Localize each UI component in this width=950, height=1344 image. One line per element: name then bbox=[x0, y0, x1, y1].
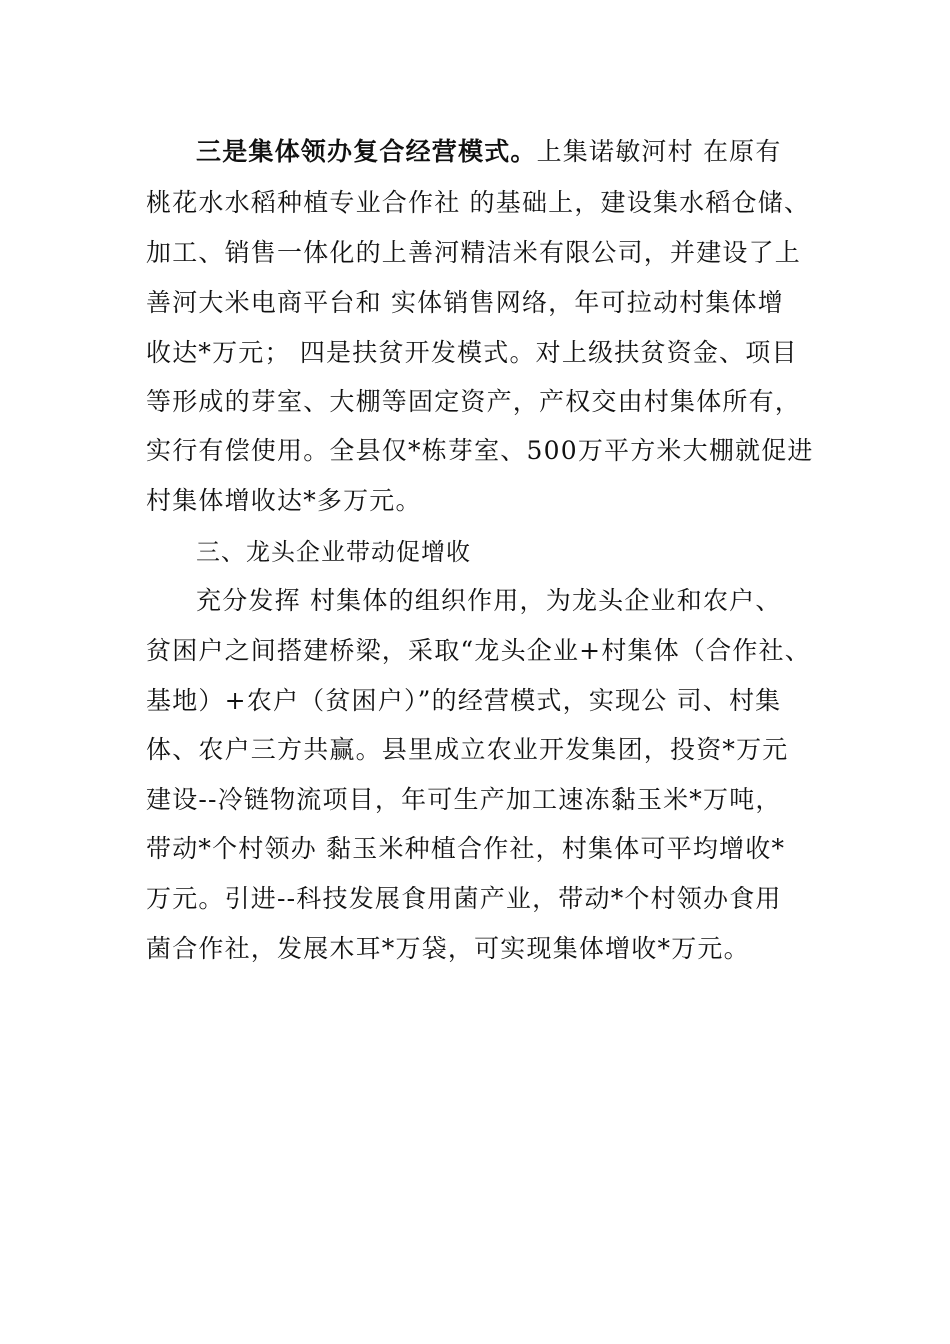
paragraph-2-line-4: 体、农户三方共赢。县里成立农业开发集团，投资*万元 bbox=[146, 735, 789, 764]
paragraph-1-line-2: 桃花水水稻种植专业合作社 的基础上，建设集水稻仓储、 bbox=[146, 188, 811, 217]
paragraph-1-line-4: 善河大米电商平台和 实体销售网络，年可拉动村集体增 bbox=[146, 288, 784, 317]
paragraph-1-line-1 bbox=[196, 137, 866, 167]
paragraph-2-line-8: 菌合作社，发展木耳*万袋，可实现集体增收*万元。 bbox=[146, 934, 750, 963]
paragraph-2-line-7: 万元。引进--科技发展食用菌产业，带动*个村领办食用 bbox=[146, 884, 782, 913]
paragraph-2-line-2: 贫困户之间搭建桥梁，采取“龙头企业+村集体（合作社、 bbox=[146, 636, 811, 665]
section-heading: 三、龙头企业带动促增收 bbox=[196, 538, 471, 566]
paragraph-1-line-6: 等形成的芽室、大棚等固定资产，产权交由村集体所有， bbox=[146, 387, 802, 416]
paragraph-1-line-3: 加工、销售一体化的上善河精洁米有限公司，并建设了上 bbox=[146, 238, 802, 267]
paragraph-2-line-6: 带动*个村领办 黏玉米种植合作社，村集体可平均增收* bbox=[146, 834, 786, 863]
paragraph-2-line-5: 建设--冷链物流项目，年可生产加工速冻黏玉米*万吨， bbox=[146, 785, 782, 814]
paragraph-1-line-7: 实行有偿使用。全县仅*栋芽室、500万平方米大棚就促进 bbox=[146, 436, 814, 465]
paragraph-1-lead: 三是集体领办复合经营模式。 bbox=[196, 137, 537, 166]
paragraph-2-line-3: 基地）+农户（贫困户）”的经营模式，实现公 司、村集 bbox=[146, 686, 782, 715]
paragraph-1-line-5: 收达*万元； 四是扶贫开发模式。对上级扶贫资金、项目 bbox=[146, 338, 798, 367]
paragraph-2-line-1: 充分发挥 村集体的组织作用，为龙头企业和农户、 bbox=[196, 586, 782, 615]
paragraph-1-line-1-text: 上集诺敏河村 在原有 bbox=[536, 137, 782, 166]
paragraph-1-line-8: 村集体增收达*多万元。 bbox=[146, 486, 422, 515]
